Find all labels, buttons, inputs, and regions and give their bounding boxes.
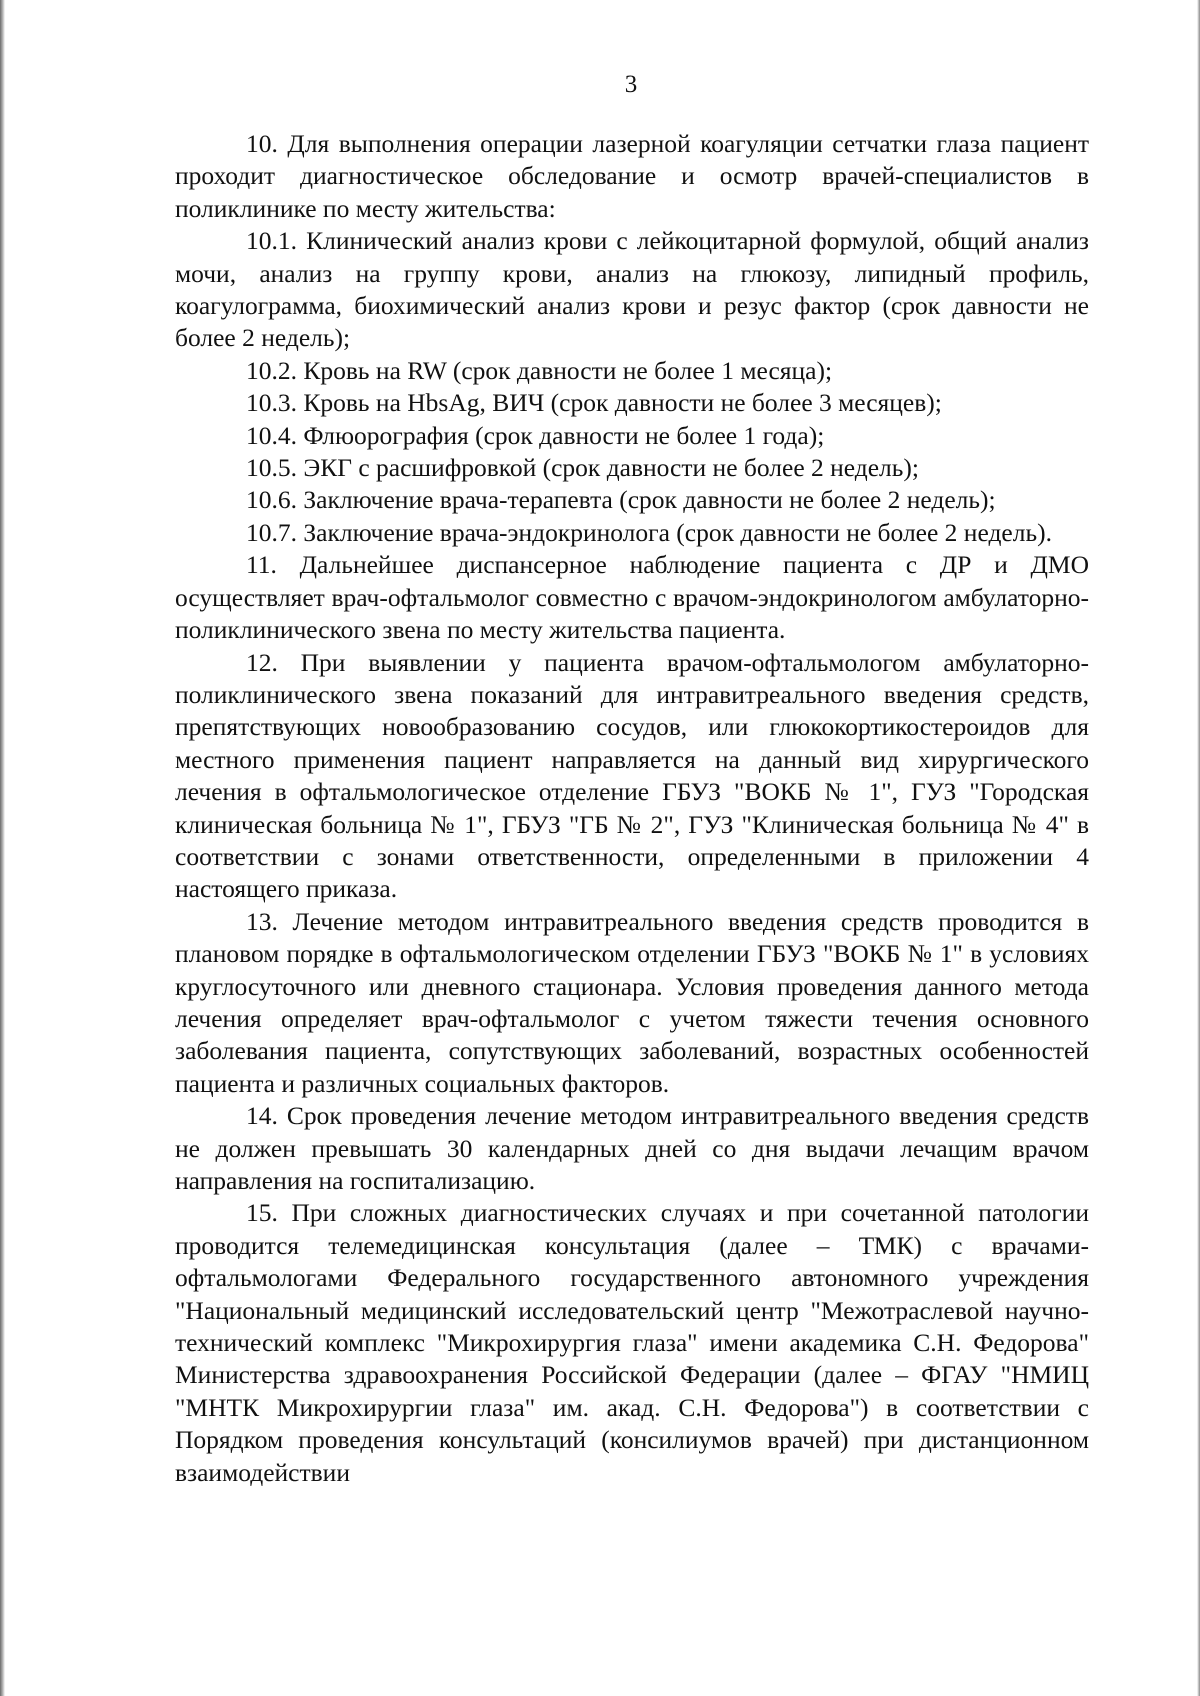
paragraph-10-7: 10.7. Заключение врача-эндокринолога (срок давности не более 2 недель).	[246, 517, 1052, 547]
scan-left-edge	[0, 0, 5, 1696]
paragraph-10-4: 10.4. Флюорография (срок давности не более 1 года);	[246, 420, 825, 450]
paragraph-10-3: 10.3. Кровь на HbsAg, ВИЧ (срок давности не более 3 месяцев);	[246, 388, 942, 418]
paragraph-10: 10. Для выполнения операции лазерной коагуляции сетчатки глаза пациент проходит диагностическое обследование и осмотр врачей-специалистов в поликлинике по месту жительства:	[175, 129, 1089, 223]
paragraph-10-1: 10.1. Клинический анализ крови с лейкоцитарной формулой, общий анализ мочи, анализ на группу крови, анализ на глюкозу, липидный профиль, коагулограмма, биохимический анализ крови и резус фактор (срок давности не более 2 недель);	[175, 226, 1089, 353]
page-number: 3	[624, 71, 638, 98]
paragraph-12: 12. При выявлении у пациента врачом-офтальмологом амбулаторно-поликлинического звена показаний для интравитреального введения средств, препятствующих новообразованию сосудов, или глюкокортикостероидов для местного применения пациент направляется на данный вид хирургического лечения в офтальмологическое отделение ГБУЗ "ВОКБ № 1", ГУЗ "Городская клиническая больница № 1", ГБУЗ "ГБ № 2", ГУЗ "Клиническая больница № 4" в соответствии с зонами ответственности, определенными в приложении 4 настоящего приказа.	[175, 647, 1089, 904]
document-body	[175, 128, 1089, 1489]
paragraph-10-6: 10.6. Заключение врача-терапевта (срок давности не более 2 недель);	[246, 485, 996, 515]
paragraph-13: 13. Лечение методом интравитреального введения средств проводится в плановом порядке в офтальмологическом отделении ГБУЗ "ВОКБ № 1" в условиях круглосуточного или дневного стационара. Условия проведения данного метода лечения определяет врач-офтальмолог с учетом тяжести течения основного заболевания пациента, сопутствующих заболеваний, возрастных особенностей пациента и различных социальных факторов.	[175, 906, 1089, 1098]
paragraph-14: 14. Срок проведения лечение методом интравитреального введения средств не должен превышать 30 календарных дней со дня выдачи лечащим врачом направления на госпитализацию.	[175, 1101, 1089, 1195]
paragraph-15: 15. При сложных диагностических случаях и при сочетанной патологии проводится телемедицинская консультация (далее – ТМК) с врачами-офтальмологами Федерального государственного автономного учреждения "Национальный медицинский исследовательский центр "Межотраслевой научно-технический комплекс "Микрохирургия глаза" имени академика С.Н. Федорова" Министерства здравоохранения Российской Федерации (далее – ФГАУ "НМИЦ "МНТК Микрохирургии глаза" им. акад. С.Н. Федорова") в соответствии с Порядком проведения консультаций (консилиумов врачей) при дистанционном взаимодействии	[175, 1198, 1089, 1487]
paragraph-10-5: 10.5. ЭКГ с расшифровкой (срок давности не более 2 недель);	[246, 453, 919, 483]
paragraph-10-2: 10.2. Кровь на RW (срок давности не более 1 месяца);	[246, 355, 833, 385]
paragraph-11: 11. Дальнейшее диспансерное наблюдение пациента с ДР и ДМО осуществляет врач-офтальмолог совместно с врачом-эндокринологом амбулаторно-поликлинического звена по месту жительства пациента.	[175, 550, 1089, 645]
